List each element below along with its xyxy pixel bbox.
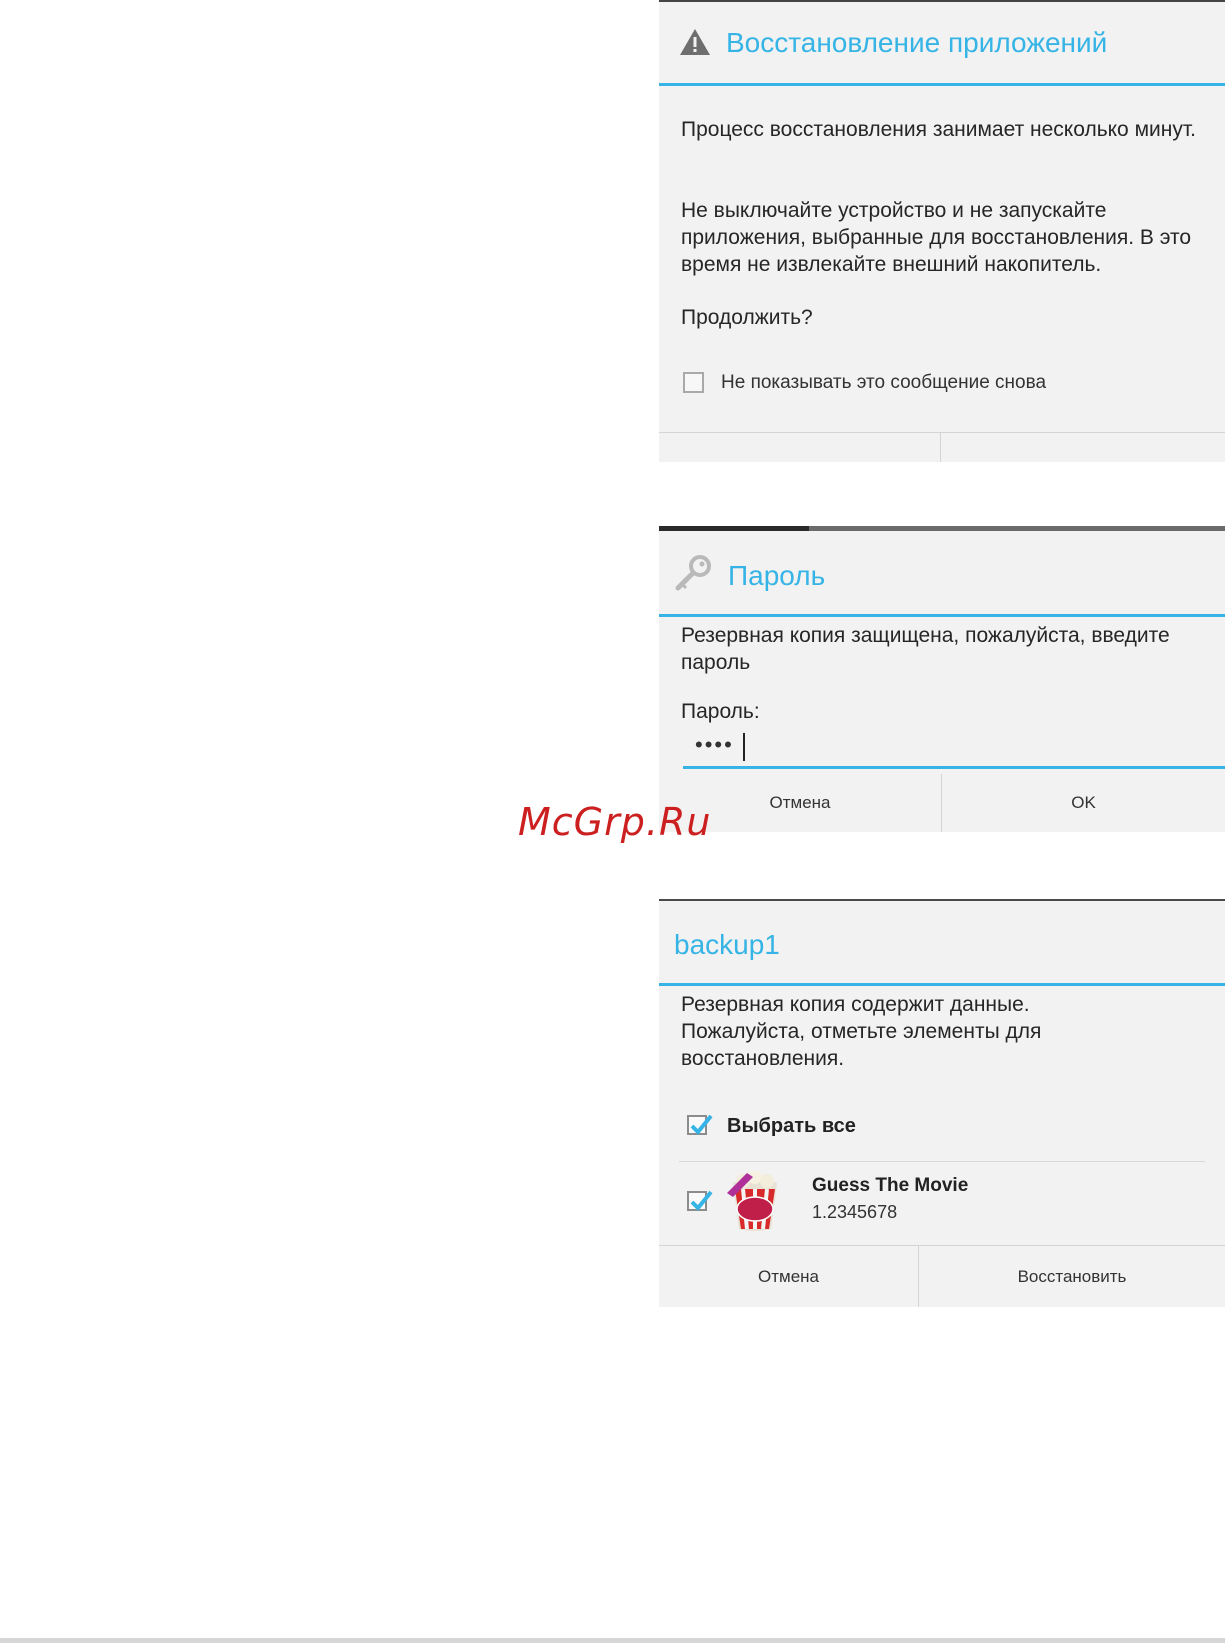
app-item-checkbox[interactable]: [687, 1191, 707, 1211]
password-value: ••••: [695, 732, 734, 757]
app-list-item[interactable]: [687, 1167, 1207, 1237]
select-all-row[interactable]: [687, 1111, 1187, 1143]
select-all-checkbox[interactable]: [687, 1115, 707, 1135]
restore-dialog-buttons: [659, 432, 1225, 462]
title-divider: [659, 983, 1225, 986]
text-cursor: [743, 733, 745, 761]
select-all-label: Выбрать все: [727, 1115, 856, 1137]
backup-select-dialog: [659, 899, 1225, 1307]
backup-dialog-buttons: [659, 1245, 1225, 1307]
password-cancel-button[interactable]: Отмена: [769, 793, 831, 812]
restore-button[interactable]: Восстановить: [1017, 1267, 1127, 1286]
dialog-title-bar: [659, 901, 1225, 981]
restore-apps-dialog: [659, 0, 1225, 462]
list-divider: [679, 1161, 1205, 1162]
app-version: 1.2345678: [812, 1202, 898, 1222]
password-dialog: [659, 526, 1225, 832]
app-name: Guess The Movie: [812, 1175, 969, 1196]
backup-cancel-button[interactable]: Отмена: [758, 1267, 819, 1286]
watermark: McGrp.Ru: [518, 800, 712, 844]
password-input[interactable]: [683, 730, 1225, 769]
restore-continue-button[interactable]: [941, 433, 1225, 462]
password-field-label: Пароль:: [681, 700, 760, 723]
restore-cancel-button[interactable]: [659, 433, 940, 462]
password-dialog-buttons: [659, 774, 1225, 832]
warning-icon: [679, 28, 711, 61]
key-icon: [673, 553, 713, 598]
dont-show-again-checkbox[interactable]: [683, 372, 704, 393]
dialog-question: Продолжить?: [681, 306, 813, 329]
dialog-title-bar: [659, 0, 1225, 85]
dialog-title: Пароль: [728, 560, 826, 591]
password-message: Резервная копия защищена, пожалуйста, введите пароль: [681, 624, 1170, 674]
dialog-title-bar: [659, 531, 1225, 611]
dialog-message-1: Процесс восстановления занимает несколько минут.: [681, 118, 1196, 141]
password-ok-button[interactable]: OK: [1071, 793, 1096, 812]
dialog-message-2: Не выключайте устройство и не запускайте приложения, выбранные для восстановления. В это время не извлекайте внешний накопитель.: [681, 199, 1192, 276]
dont-show-again-label: Не показывать это сообщение снова: [721, 372, 1047, 393]
title-divider: [659, 614, 1225, 617]
page-bottom-band: [0, 1638, 1225, 1643]
guess-the-movie-app-icon: [725, 1171, 785, 1238]
dialog-title: backup1: [674, 929, 780, 960]
dialog-title: Восстановление приложений: [726, 27, 1108, 58]
dont-show-again-row[interactable]: [683, 370, 1183, 398]
backup-message: Резервная копия содержит данные. Пожалуйста, отметьте элементы для восстановления.: [681, 993, 1042, 1070]
title-divider: [659, 83, 1225, 86]
